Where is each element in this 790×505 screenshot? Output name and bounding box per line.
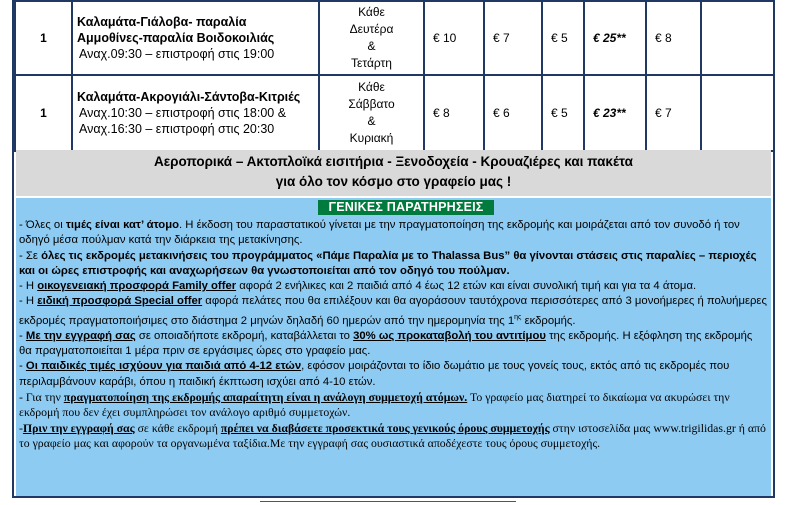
note-text: σε κάθε εκδρομή <box>134 420 221 435</box>
note-text: - Η <box>19 295 38 308</box>
tour-days <box>319 75 424 151</box>
tour-schedule: Αναχ.16:30 – επιστροφή στις 20:30 <box>79 122 275 136</box>
special-price-cell: € 25** <box>584 1 646 75</box>
note-text: Πριν την εγγραφή σας <box>22 420 135 435</box>
note-text: όλες τις εκδρομές μετακινήσεις του προγράμματος «Πάμε Παραλία με το Thalassa Bus” θα γίνονται στάσεις στις παραλίες – περιοχές και οι ώρες επιστροφής και αναχωρήσεων θα γνωστοποιείται από τον οδηγό του πούλμαν. <box>19 249 757 277</box>
notes-heading: ΓΕΝΙΚΕΣ ΠΑΡΑΤΗΡΗΣΕΙΣ <box>318 200 494 215</box>
note-text: αφορά πελάτες που θα επιλέξουν και θα αγοράσουν ταυτόχρονα περισσότερες από 3 μονοήμερες ή πολυήμερες εκδρομές πραγματοποιήσιμες στο διάστημα 2 μηνών δηλαδή 60 ημερών από την ημερομηνία της 1 <box>19 295 767 327</box>
tour-number: 1 <box>15 1 72 75</box>
superscript: ης <box>514 313 522 321</box>
note-text: Με την εγγραφή σας <box>25 329 136 342</box>
note-text: ή από το γραφείο μας και αφορούν τα οργανωμένα ταξίδια.Με την εγγραφή σας ουσιαστικά αποδέχεστε τους όρους συμμετοχής. <box>19 420 766 450</box>
tour-schedule: Αναχ.10:30 – επιστροφή στις 18:00 & <box>79 106 287 120</box>
note-text: - Η <box>19 280 38 293</box>
note-text: Το γραφείο μας διατηρεί το δικαίωμα να ακυρώσει την εκδρομή που δεν έχει συμπληρώσει τον ανάλογο αριθμό συμμετοχών. <box>19 390 730 420</box>
note-text: - Για την <box>19 390 64 405</box>
note-text: 30% ως προκαταβολή του αντιτίμου <box>353 329 546 342</box>
special-price-cell: € 23** <box>584 75 646 151</box>
price-cell: € 8 <box>646 1 701 75</box>
tours-table <box>14 0 775 152</box>
note-text: Οι παιδικές τιμές ισχύουν για παιδιά από 4-12 ετών <box>25 360 302 373</box>
days-line: Σάββατο <box>348 97 395 111</box>
promo-line: για όλο τον κόσμο στο γραφείο μας ! <box>275 174 512 189</box>
note-text: πρέπει να διαβάσετε προσεκτικά τους γενικούς όρους συμμετοχής <box>220 420 550 435</box>
price-cell: € 5 <box>542 75 584 151</box>
note-text: σε οποιαδήποτε εκδρομή, καταβάλλεται το <box>135 329 354 342</box>
promo-banner <box>16 150 771 196</box>
price-cell: € 7 <box>646 75 701 151</box>
days-line: Κυριακή <box>349 131 394 145</box>
promo-line: Αεροπορικά – Ακτοπλοϊκά εισιτήρια - Ξενοδοχεία - Κρουαζιέρες και πακέτα <box>154 154 633 169</box>
days-line: Τετάρτη <box>351 56 392 70</box>
note-item <box>19 359 767 390</box>
tour-route-cell <box>72 1 319 75</box>
days-line: & <box>367 39 376 53</box>
footer-divider <box>260 501 516 502</box>
note-text: πραγματοποίηση της εκδρομής απαραίτητη είναι η ανάλογη συμμετοχή ατόμων. <box>63 390 468 405</box>
tour-route-cell <box>72 75 319 151</box>
note-text: εκδρομής. <box>521 314 576 327</box>
price-cell: € 10 <box>424 1 484 75</box>
note-item <box>19 294 767 328</box>
table-row <box>15 1 774 75</box>
tour-days <box>319 1 424 75</box>
note-item <box>19 390 767 421</box>
price-cell: € 6 <box>484 75 542 151</box>
note-text: - Όλες οι <box>19 219 66 231</box>
note-text: της εκδρομής. Η εξόφληση της εκδρομής θα πραγματοποιείται 1 μέρα πριν σε εργάσιμες ώρες στο γραφείο μας. <box>19 329 753 358</box>
price-cell: € 7 <box>484 1 542 75</box>
note-text: - <box>19 420 23 435</box>
note-text: οικογενειακή προσφορά Family offer <box>37 280 237 293</box>
tour-route: Καλαμάτα-Γιάλοβα- παραλία Αμμοθίνες-παραλία Βοιδοκοιλιάς <box>77 15 275 45</box>
empty-cell <box>701 1 774 75</box>
note-text: - <box>19 360 26 373</box>
note-text: στην ιστοσελίδα μας <box>549 420 654 435</box>
general-notes-panel <box>16 198 771 496</box>
price-cell: € 5 <box>542 1 584 75</box>
note-text: ειδική προσφορά Special offer <box>37 295 203 308</box>
tour-route: Καλαμάτα-Ακρογιάλι-Σάντοβα-Κιτριές <box>77 90 301 104</box>
note-item <box>19 421 767 452</box>
tour-number: 1 <box>15 75 72 151</box>
days-line: Δευτέρα <box>349 22 394 36</box>
table-row <box>15 75 774 151</box>
price-cell: € 8 <box>424 75 484 151</box>
note-text: τιμές είναι κατ’ άτομο <box>65 219 180 231</box>
note-item <box>19 279 767 294</box>
days-line: Κάθε <box>358 5 385 19</box>
days-line: & <box>367 114 376 128</box>
note-text: . Η έκδοση του παραστατικού γίνεται με την πραγματοποίηση της εκδρομής και μοιράζεται από τον συνοδό ή τον οδηγό μέσα πούλμαν κατά την διάρκεια της μετακίνησης. <box>19 219 740 247</box>
note-item <box>19 218 767 249</box>
empty-cell <box>701 75 774 151</box>
note-text: , εφόσον μοιράζονται το ίδιο δωμάτιο με τους γονείς τους, εκτός από τις εκδρομές που περιλαμβάνουν καράβι, όπου η παιδική έκπτωση ισχύει από 4-10 ετών. <box>19 360 730 388</box>
note-text: - <box>19 329 26 342</box>
notes-body <box>19 218 767 451</box>
tour-schedule: Αναχ.09:30 – επιστροφή στις 19:00 <box>79 47 275 61</box>
days-line: Κάθε <box>358 80 385 94</box>
website-link[interactable]: www.trigilidas.gr <box>653 420 736 435</box>
note-item <box>19 249 767 280</box>
note-text: - Σε <box>19 249 42 262</box>
note-text: αφορά 2 ενήλικες και 2 παιδιά από 4 έως 12 ετών και είναι συνολική τιμή και για τα 4 άτομα. <box>236 280 697 293</box>
note-item <box>19 329 767 360</box>
